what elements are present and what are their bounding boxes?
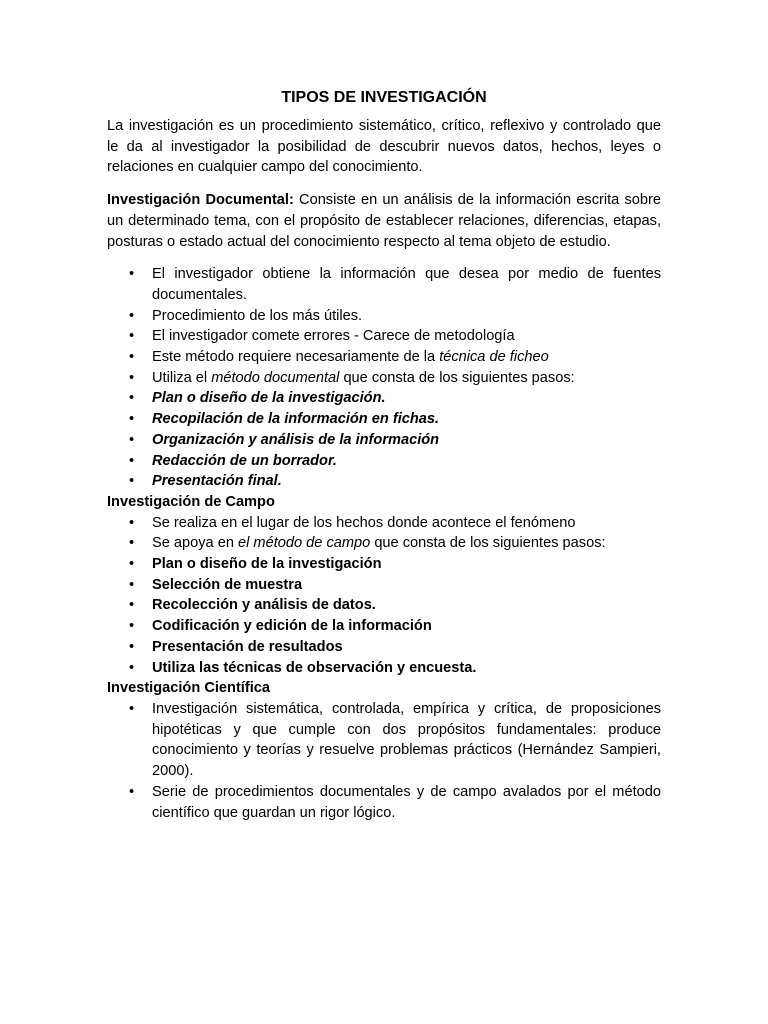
bullet-icon: • — [129, 597, 135, 614]
bullet-text: Organización y análisis de la información — [152, 431, 440, 448]
bullet-icon: • — [129, 618, 135, 635]
bullet-text: que consta de los siguientes pasos: — [339, 369, 575, 386]
bullet-icon: • — [129, 659, 135, 676]
cientifica-heading: Investigación Científica — [107, 680, 271, 697]
bullet-emphasis: técnica de ficheo — [439, 349, 549, 366]
bullet-icon: • — [129, 638, 135, 655]
document-page — [107, 86, 661, 823]
cientifica-bullet-list — [107, 699, 661, 823]
bullet-text: Se realiza en el lugar de los hechos donde acontece el fenómeno — [152, 514, 576, 531]
bullet-item — [107, 264, 661, 305]
bullet-text: Recopilación de la información en fichas. — [152, 411, 440, 428]
campo-bullet-list — [107, 513, 661, 679]
bullet-item — [107, 388, 661, 409]
bullet-icon: • — [129, 473, 135, 490]
bullet-icon: • — [129, 452, 135, 469]
bullet-text: que consta de los siguientes pasos: — [370, 535, 606, 552]
campo-heading: Investigación de Campo — [107, 493, 275, 510]
bullet-item — [107, 326, 661, 347]
bullet-text: Selección de muestra — [152, 576, 303, 593]
bullet-text: Se apoya en — [152, 535, 239, 552]
bullet-text: Utiliza las técnicas de observación y encuesta. — [152, 659, 477, 676]
bullet-text: Codificación y edición de la información — [152, 618, 432, 635]
bullet-item — [107, 637, 661, 658]
bullet-item — [107, 575, 661, 596]
intro-paragraph: La investigación es un procedimiento sistemático, crítico, reflexivo y controlado que le da al investigador la posibilidad de descubrir nuevos datos, hechos, leyes o relaciones en cualquier campo del conocimiento. — [107, 118, 661, 176]
bullet-emphasis: método documental — [211, 369, 340, 386]
bullet-text: Presentación de resultados — [152, 638, 343, 655]
bullet-item — [107, 699, 661, 782]
bullet-text: Este método requiere necesariamente de la — [152, 349, 440, 366]
documental-text: Consiste en un análisis de la información escrita sobre un determinado tema, con el propósito de establecer relaciones, diferencias, etapas, posturas o estado actual del conocimiento respecto al tema objeto de estudio. — [107, 192, 662, 250]
bullet-text: Investigación sistemática, controlada, empírica y crítica, de proposiciones hipotéticas y que cumple con dos propósitos fundamentales: produce conocimiento y teorías y resuelve problemas prácticos (Hernández Sampieri, 2000). — [152, 700, 661, 780]
bullet-item — [107, 658, 661, 679]
bullet-text: Recolección y análisis de datos. — [152, 597, 376, 614]
bullet-icon: • — [129, 307, 135, 324]
bullet-item — [107, 451, 661, 472]
bullet-text: El investigador obtiene la información que desea por medio de fuentes documentales. — [152, 266, 661, 303]
documental-paragraph — [107, 190, 661, 252]
bullet-item — [107, 595, 661, 616]
bullet-icon: • — [129, 431, 135, 448]
page-title: TIPOS DE INVESTIGACIÓN — [281, 89, 487, 106]
bullet-item — [107, 471, 661, 492]
bullet-icon: • — [129, 535, 135, 552]
bullet-icon: • — [129, 266, 135, 283]
bullet-item — [107, 616, 661, 637]
bullet-text: El investigador comete errores - Carece de metodología — [152, 328, 515, 345]
bullet-item — [107, 409, 661, 430]
bullet-text: Plan o diseño de la investigación. — [152, 390, 386, 407]
bullet-text: Utiliza el — [152, 369, 212, 386]
bullet-text: Presentación final. — [152, 473, 282, 490]
bullet-icon: • — [129, 369, 135, 386]
bullet-item — [107, 554, 661, 575]
bullet-icon: • — [129, 783, 135, 800]
bullet-text: Plan o diseño de la investigación — [152, 556, 382, 573]
bullet-icon: • — [129, 514, 135, 531]
bullet-icon: • — [129, 349, 135, 366]
bullet-item — [107, 782, 661, 823]
bullet-emphasis: el método de campo — [238, 535, 371, 552]
bullet-item — [107, 533, 661, 554]
bullet-icon: • — [129, 576, 135, 593]
bullet-icon: • — [129, 700, 135, 717]
documental-bullet-list — [107, 264, 661, 492]
bullet-item — [107, 430, 661, 451]
bullet-icon: • — [129, 411, 135, 428]
bullet-item — [107, 306, 661, 327]
bullet-text: Serie de procedimientos documentales y de campo avalados por el método científico que guardan un rigor lógico. — [152, 783, 661, 821]
bullet-text: Redacción de un borrador. — [152, 452, 337, 469]
bullet-item — [107, 513, 661, 534]
bullet-icon: • — [129, 556, 135, 573]
bullet-icon: • — [129, 390, 135, 407]
bullet-item — [107, 347, 661, 368]
bullet-icon: • — [129, 328, 135, 345]
bullet-item — [107, 368, 661, 389]
documental-label: Investigación Documental: — [107, 192, 294, 209]
bullet-text: Procedimiento de los más útiles. — [152, 307, 363, 324]
